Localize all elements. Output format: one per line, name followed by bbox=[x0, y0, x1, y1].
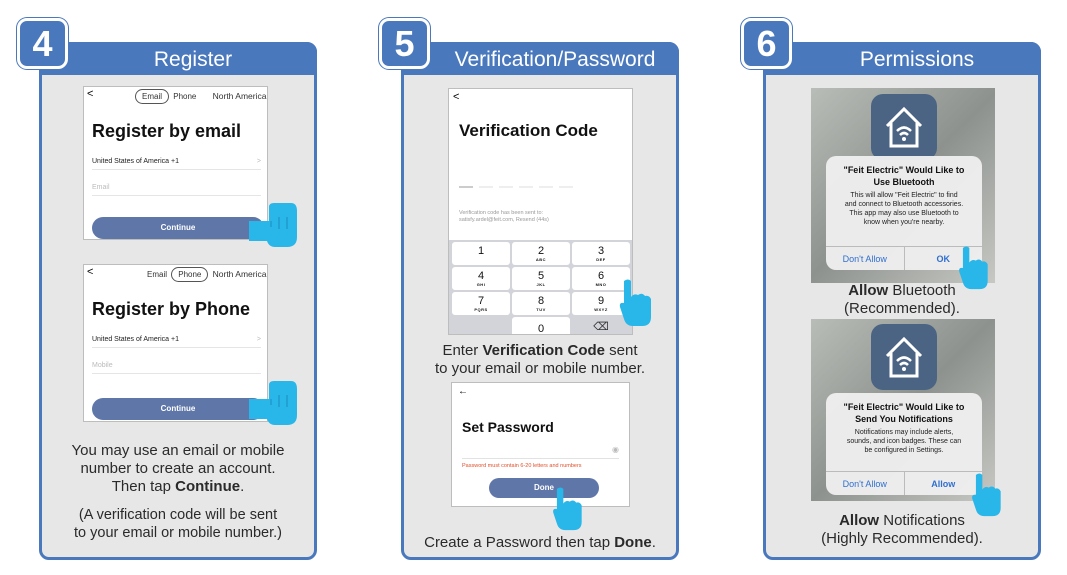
permissions-panel bbox=[763, 42, 1041, 560]
verification-info: Verification code has been sent to: satisfy.ardel@feit.com, Resend (44s) bbox=[459, 210, 549, 223]
notifications-alert: "Feit Electric" Would Like to Send You Notifications Notifications may include alerts, sounds, and icon badges. These can be configured in Settings. Don't Allow Allow bbox=[826, 393, 982, 495]
back-icon[interactable]: < bbox=[87, 88, 94, 100]
key-0[interactable]: 0 bbox=[512, 317, 570, 335]
tab-phone[interactable]: Phone bbox=[173, 92, 197, 101]
verification-caption: Enter Verification Code sent to your email or mobile number. bbox=[434, 342, 646, 377]
step-5-badge: 5 bbox=[379, 18, 430, 69]
key-5[interactable]: 5 JKL bbox=[512, 267, 570, 290]
chevron-right-icon: > bbox=[256, 336, 261, 343]
notifications-caption: Allow Notifications (Highly Recommended). bbox=[821, 512, 983, 547]
dont-allow-button[interactable]: Don't Allow bbox=[826, 247, 905, 270]
home-wifi-icon bbox=[871, 94, 937, 160]
key-4[interactable]: 4 GHI bbox=[452, 267, 510, 290]
done-button[interactable]: Done bbox=[489, 478, 599, 498]
dont-allow-button[interactable]: Don't Allow bbox=[826, 472, 905, 495]
country-selector[interactable] bbox=[92, 158, 261, 170]
continue-button[interactable]: Continue bbox=[92, 217, 264, 239]
register-note: (A verification code will be sent to your email or mobile number.) bbox=[74, 507, 282, 541]
key-7[interactable]: 7 PQRS bbox=[452, 292, 510, 315]
country-label: United States of America +1 bbox=[92, 336, 179, 343]
key-2[interactable]: 2 ABC bbox=[512, 242, 570, 265]
permissions-header: Permissions bbox=[763, 42, 1041, 75]
verification-header: Verification/Password bbox=[401, 42, 679, 75]
tab-phone[interactable]: Phone bbox=[171, 267, 208, 282]
tap-hand-icon bbox=[618, 279, 652, 327]
page-title: Register by email bbox=[92, 121, 242, 141]
tap-hand-icon bbox=[550, 487, 584, 531]
set-password-screen bbox=[451, 382, 630, 507]
step-6-badge: 6 bbox=[741, 18, 792, 69]
bluetooth-caption: Allow Bluetooth (Recommended). bbox=[844, 282, 960, 317]
page-title: Verification Code bbox=[459, 121, 598, 140]
password-input[interactable] bbox=[462, 445, 619, 459]
eye-icon[interactable]: ◉ bbox=[612, 445, 619, 454]
notifications-screen bbox=[811, 319, 995, 501]
register-header: Register bbox=[39, 42, 317, 75]
country-label: United States of America +1 bbox=[92, 158, 179, 165]
page-title: Set Password bbox=[462, 419, 554, 435]
page-title: Register by Phone bbox=[92, 299, 251, 319]
region-selector[interactable]: North America bbox=[212, 269, 267, 279]
register-email-screen bbox=[83, 86, 268, 240]
back-arrow-icon[interactable]: ← bbox=[458, 386, 468, 397]
register-phone-screen bbox=[83, 264, 268, 422]
app-icon bbox=[871, 324, 937, 390]
country-selector[interactable] bbox=[92, 336, 261, 348]
tap-hand-icon bbox=[249, 203, 299, 249]
register-panel bbox=[39, 42, 317, 560]
bluetooth-alert: "Feit Electric" Would Like to Use Bluetooth This will allow "Feit Electric" to find and connect to Bluetooth accessories. This app may also use Bluetooth to know when you're nearby. Don't Allow OK bbox=[826, 156, 982, 270]
back-icon[interactable]: < bbox=[87, 266, 94, 278]
key-1[interactable]: 1 bbox=[452, 242, 510, 265]
continue-button[interactable]: Continue bbox=[92, 398, 264, 420]
key-9[interactable]: 9 WXYZ bbox=[572, 292, 630, 315]
tab-email[interactable]: Email bbox=[147, 270, 168, 279]
back-icon[interactable]: < bbox=[453, 91, 460, 103]
app-icon bbox=[871, 94, 937, 160]
delete-key-icon[interactable]: ⌫ bbox=[593, 321, 609, 333]
verification-screen bbox=[448, 88, 633, 335]
verification-panel bbox=[401, 42, 679, 560]
key-6[interactable]: 6 MNO bbox=[572, 267, 630, 290]
key-8[interactable]: 8 TUV bbox=[512, 292, 570, 315]
tap-hand-icon bbox=[249, 381, 299, 427]
register-caption: You may use an email or mobile number to create an account. Then tap Continue. bbox=[71, 442, 285, 495]
numeric-keypad bbox=[449, 240, 633, 335]
code-input[interactable] bbox=[459, 185, 579, 189]
email-field[interactable]: Email bbox=[92, 184, 261, 196]
step-4-badge: 4 bbox=[17, 18, 68, 69]
password-hint: Password must contain 6-20 letters and numbers bbox=[462, 463, 582, 469]
tap-hand-icon bbox=[970, 473, 1002, 517]
password-caption: Create a Password then tap Done. bbox=[424, 534, 656, 551]
key-3[interactable]: 3 DEF bbox=[572, 242, 630, 265]
tab-email[interactable]: Email bbox=[135, 89, 169, 104]
chevron-right-icon: > bbox=[256, 158, 261, 165]
region-selector[interactable]: North America bbox=[212, 91, 267, 101]
home-wifi-icon bbox=[871, 324, 937, 390]
allow-button[interactable]: Allow bbox=[931, 479, 956, 489]
ok-button[interactable]: OK bbox=[936, 254, 950, 264]
mobile-field[interactable]: Mobile bbox=[92, 362, 261, 374]
